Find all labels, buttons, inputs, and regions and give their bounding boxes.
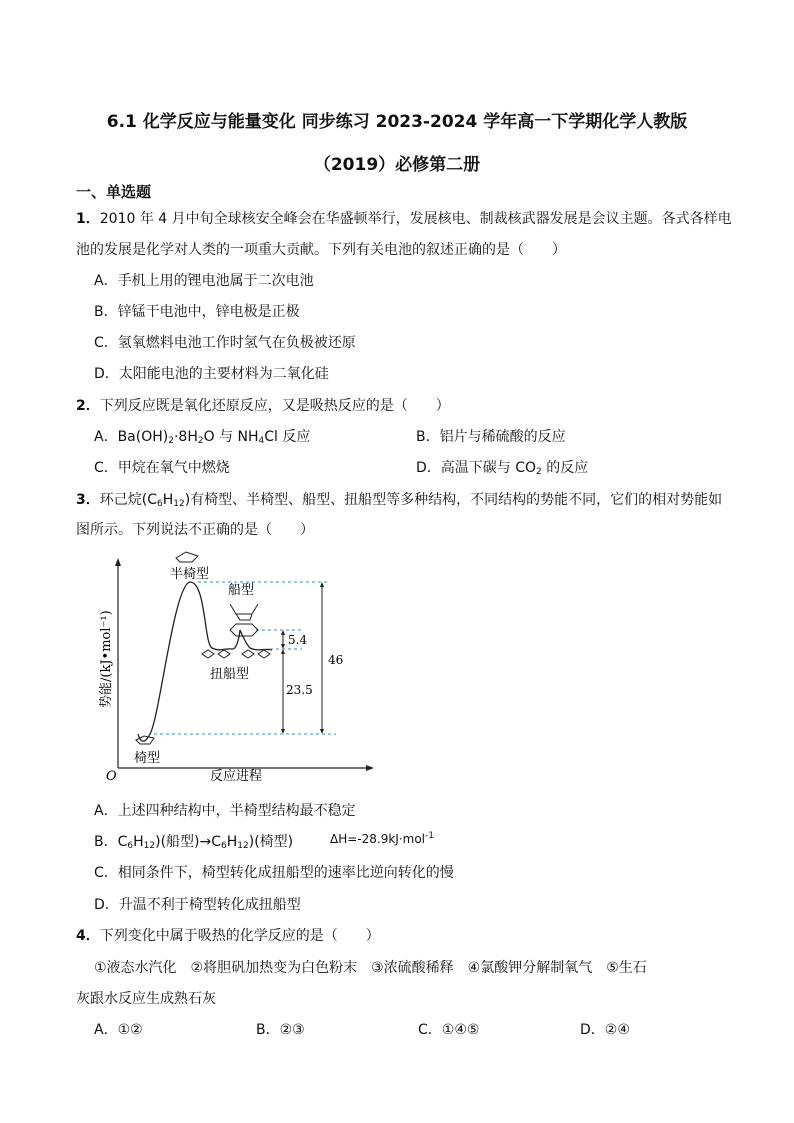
document-title-line2: （2019）必修第二册 bbox=[313, 155, 481, 175]
origin-label: O bbox=[106, 769, 117, 784]
q3-b-text4: H bbox=[226, 834, 238, 850]
q3-b-sub1: 6 bbox=[127, 841, 134, 851]
q1-option-a: A．手机上用的锂电池属于二次电池 bbox=[94, 273, 314, 289]
q3-text2: H bbox=[162, 492, 174, 508]
q2-line bbox=[76, 395, 450, 415]
q2-option-d bbox=[416, 457, 588, 477]
q4-items-line2: 灰跟水反应生成熟石灰 bbox=[76, 991, 216, 1007]
dim-23-5-bottom-arrow-icon bbox=[281, 729, 285, 734]
dim-5-4-bottom-arrow-icon bbox=[281, 644, 285, 649]
q4-option-c: C．①④⑤ bbox=[418, 1022, 480, 1038]
q2-a-sub3: 4 bbox=[258, 436, 265, 446]
q3-text3: )有椅型、半椅型、船型、扭船型等多种结构，不同结构的势能不同，它们的相对势能如 bbox=[184, 492, 723, 508]
q4-items-line1: ①液态水汽化 ②将胆矾加热变为白色粉末 ③浓硫酸稀释 ④氯酸钾分解制氧气 ⑤生石 bbox=[94, 960, 647, 976]
q2-d-text2: 的反应 bbox=[541, 460, 589, 476]
energy-curve bbox=[138, 582, 272, 741]
q2-stem: 下列反应既是氧化还原反应，又是吸热反应的是（ ） bbox=[99, 398, 450, 414]
dim-46-bottom-arrow-icon bbox=[320, 729, 324, 734]
q3-b-sub4: 12 bbox=[237, 841, 249, 851]
value-5-4: 5.4 bbox=[288, 633, 308, 647]
x-axis-arrow-icon bbox=[366, 765, 374, 771]
q3-option-b-enthalpy bbox=[330, 831, 434, 846]
q1-stem-line2: 池的发展是化学对人类的一项重大贡献。下列有关电池的叙述正确的是（ ） bbox=[76, 242, 566, 258]
q3-stem-line2: 图所示。下列说法不正确的是（ ） bbox=[76, 522, 314, 538]
q3-b-sub2: 12 bbox=[143, 841, 156, 851]
q4-option-d: D．②④ bbox=[580, 1022, 630, 1038]
value-23-5: 23.5 bbox=[286, 683, 313, 697]
q1-option-b: B．锌锰干电池中，锌电极是正极 bbox=[94, 304, 300, 320]
q2-number: 2． bbox=[76, 398, 100, 414]
twist-boat-molecule-icon bbox=[202, 650, 270, 658]
dim-23-5-top-arrow-icon bbox=[281, 649, 285, 654]
q2-d-sub: 2 bbox=[536, 467, 542, 477]
q3-option-d: D．升温不利于椅型转化成扭船型 bbox=[94, 897, 301, 913]
dim-5-4-top-arrow-icon bbox=[281, 630, 285, 635]
q4-number: 4． bbox=[76, 928, 100, 944]
q2-a-text1: A．Ba(OH) bbox=[94, 429, 169, 445]
label-boat: 船型 bbox=[228, 583, 255, 598]
q4-stem: 下列变化中属于吸热的化学反应的是（ ） bbox=[99, 928, 380, 944]
q3-text1: 环己烷(C bbox=[99, 492, 157, 508]
q2-option-a bbox=[94, 426, 310, 446]
q2-option-c: C．甲烷在氧气中燃烧 bbox=[94, 460, 230, 476]
q2-a-text4: Cl 反应 bbox=[264, 429, 311, 445]
q3-b-sup: -1 bbox=[425, 831, 434, 841]
q3-number: 3． bbox=[76, 492, 100, 508]
q3-sub2: 12 bbox=[173, 499, 185, 509]
label-twist-boat: 扭船型 bbox=[210, 667, 250, 682]
half-chair-molecule-icon bbox=[176, 552, 198, 562]
q4-option-b: B．②③ bbox=[256, 1022, 305, 1038]
dim-46-top-arrow-icon bbox=[320, 582, 324, 587]
label-half-chair: 半椅型 bbox=[170, 567, 210, 582]
q1-stem-line1: 2010 年 4 月中旬全球核安全峰会在华盛顿举行，发展核电、制裁核武器发展是会议主题。各式各样电 bbox=[99, 211, 732, 227]
q2-a-text2: ·8H bbox=[173, 429, 198, 445]
q3-option-a: A．上述四种结构中，半椅型结构最不稳定 bbox=[94, 803, 356, 819]
x-axis-label: 反应进程 bbox=[210, 769, 263, 784]
q3-option-b bbox=[94, 831, 293, 851]
y-axis-label: 势能/(kJ•mol⁻¹) bbox=[99, 610, 114, 708]
label-chair: 椅型 bbox=[134, 751, 161, 766]
q3-b-dh: ΔH=-28.9kJ·mol bbox=[330, 832, 426, 846]
q3-b-text5: )(椅型) bbox=[248, 834, 294, 850]
q2-a-sub2: 2 bbox=[197, 436, 204, 446]
q4-line bbox=[76, 925, 380, 945]
q3-b-text3: )(船型)→C bbox=[155, 834, 222, 850]
q2-a-text3: O 与 NH bbox=[203, 429, 259, 445]
q3-sub1: 6 bbox=[157, 499, 163, 509]
q2-d-text1: D．高温下碳与 CO bbox=[416, 460, 537, 476]
y-axis-arrow-icon bbox=[115, 558, 121, 566]
q3-line1 bbox=[76, 489, 722, 509]
q3-b-text2: H bbox=[133, 834, 144, 850]
boat-molecule-icon bbox=[230, 604, 258, 636]
q1-number: 1． bbox=[76, 211, 100, 227]
q3-b-sub3: 6 bbox=[221, 841, 227, 851]
q3-b-text1: B．C bbox=[94, 834, 128, 850]
q4-option-a: A．①② bbox=[94, 1022, 143, 1038]
q2-a-sub1: 2 bbox=[168, 436, 174, 446]
value-46: 46 bbox=[328, 653, 344, 667]
energy-diagram bbox=[90, 548, 390, 788]
q2-option-b: B．铝片与稀硫酸的反应 bbox=[416, 429, 566, 445]
document-title-line1: 6.1 化学反应与能量变化 同步练习 2023-2024 学年高一下学期化学人教版 bbox=[106, 112, 688, 132]
q3-option-c: C．相同条件下，椅型转化成扭船型的速率比逆向转化的慢 bbox=[94, 865, 454, 881]
section-heading: 一、单选题 bbox=[76, 183, 152, 201]
q1-line1 bbox=[76, 208, 732, 228]
q1-option-d: D．太阳能电池的主要材料为二氧化硅 bbox=[94, 366, 329, 382]
q1-option-c: C．氢氧燃料电池工作时氢气在负极被还原 bbox=[94, 335, 356, 351]
